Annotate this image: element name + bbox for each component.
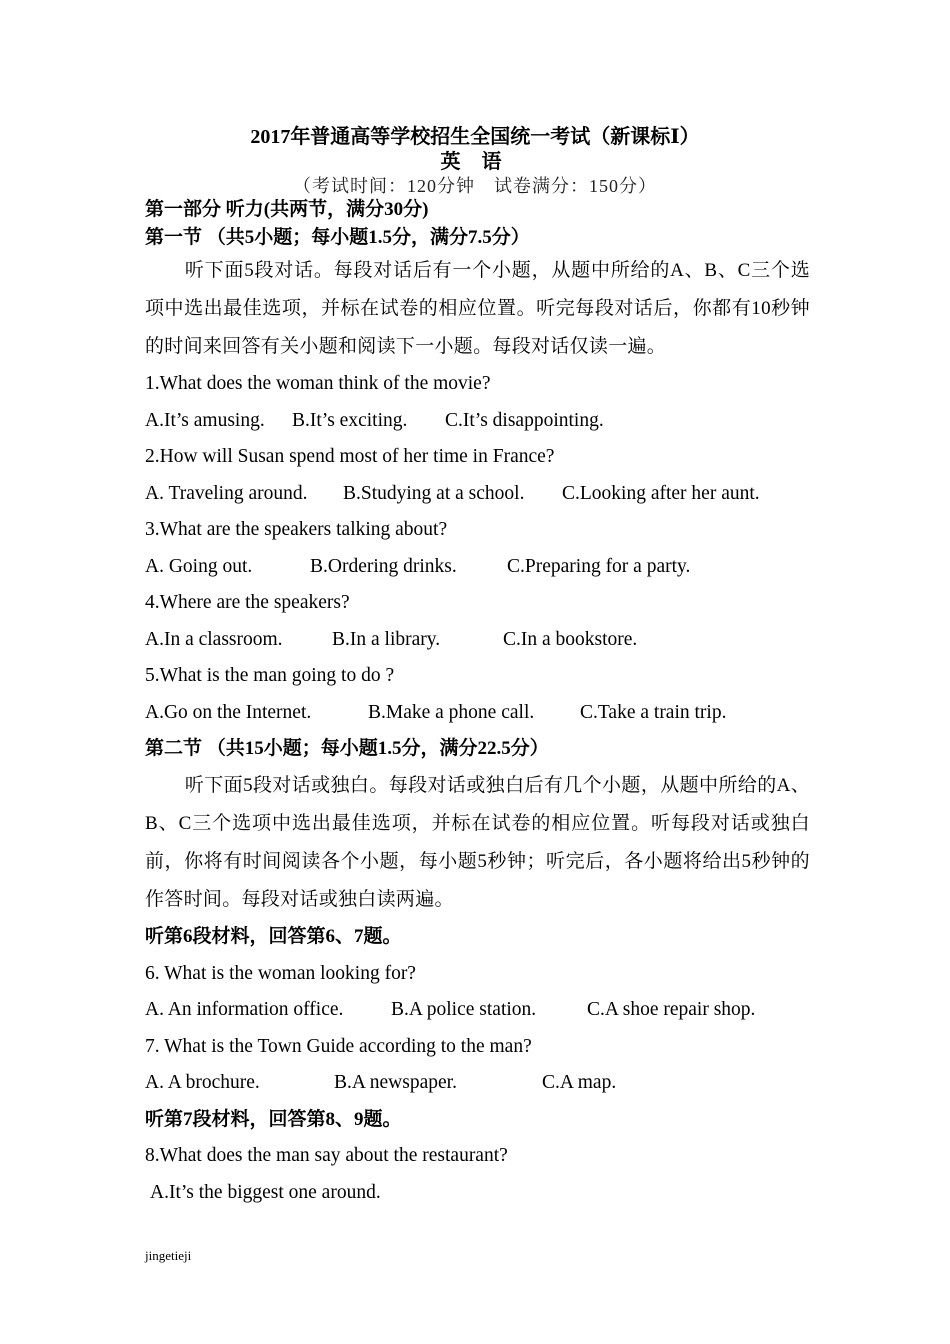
- page-footer: jingetieji: [145, 1248, 192, 1263]
- option-b: B.Make a phone call.: [368, 701, 535, 723]
- question-2: 2.How will Susan spend most of her time in France?: [145, 446, 555, 467]
- exam-title: 2017年普通高等学校招生全国统一考试（新课标Ⅰ）: [250, 126, 700, 148]
- question-5: 5.What is the man going to do ?: [145, 665, 395, 686]
- question-8: 8.What does the man say about the restaurant?: [145, 1145, 508, 1166]
- option-a: A. An information office.: [145, 999, 344, 1020]
- question-6: 6. What is the woman looking for?: [145, 962, 416, 984]
- question-1-options: [145, 403, 810, 440]
- option-c: C.In a bookstore.: [503, 628, 638, 650]
- option-a: A.Go on the Internet.: [145, 701, 312, 723]
- question-7-options: [145, 1065, 810, 1102]
- question-6-options: [145, 992, 810, 1029]
- question-3-options: [145, 549, 810, 586]
- question-4: 4.Where are the speakers?: [145, 592, 350, 613]
- question-8-options: [145, 1175, 810, 1212]
- option-a: A.It’s amusing.: [145, 409, 265, 431]
- option-c: C.Looking after her aunt.: [562, 482, 760, 504]
- option-b: B.In a library.: [332, 628, 441, 650]
- option-a: A.It’s the biggest one around.: [150, 1181, 381, 1203]
- question-2-options: [145, 476, 810, 513]
- question-7: 7. What is the Town Guide according to the man?: [145, 1035, 532, 1057]
- exam-subject: 英 语: [440, 151, 510, 173]
- section2-heading: 第二节 （共15小题；每小题1.5分，满分22.5分）: [145, 738, 549, 759]
- question-4-options: [145, 622, 810, 659]
- exam-info: （考试时间：120分钟 试卷满分：150分）: [293, 176, 657, 196]
- option-a: A. Traveling around.: [145, 482, 308, 504]
- option-a: A. Going out.: [145, 555, 253, 577]
- question-5-options: [145, 695, 810, 732]
- section2-instructions: 听下面5段对话或独白。每段对话或独白后有几个小题，从题中所给的A、B、C三个选项中选出最佳选项，并标在试卷的相应位置。听每段对话或独白前，你将有时间阅读各个小题，每小题5秒钟；听完后，各小题将给出5秒钟的作答时间。每段对话或独白读两遍。: [145, 775, 810, 910]
- option-a: A.In a classroom.: [145, 628, 283, 650]
- option-c: C.Preparing for a party.: [507, 555, 691, 577]
- option-b: B.A newspaper.: [334, 1072, 457, 1093]
- question-3: 3.What are the speakers talking about?: [145, 519, 448, 540]
- option-b: B.It’s exciting.: [292, 409, 408, 431]
- material-6-heading: 听第6段材料，回答第6、7题。: [145, 926, 402, 947]
- question-1: 1.What does the woman think of the movie?: [145, 373, 491, 394]
- option-c: C.It’s disappointing.: [445, 409, 604, 431]
- material-7-heading: 听第7段材料，回答第8、9题。: [145, 1108, 402, 1130]
- option-b: B.Studying at a school.: [343, 482, 525, 504]
- option-c: C.Take a train trip.: [580, 701, 727, 723]
- option-b: B.Ordering drinks.: [310, 555, 457, 577]
- section1-instructions: 听下面5段对话。每段对话后有一个小题，从题中所给的A、B、C三个选项中选出最佳选项，并标在试卷的相应位置。听完每段对话后，你都有10秒钟的时间来回答有关小题和阅读下一小题。每段对话仅读一遍。: [145, 260, 810, 357]
- option-c: C.A shoe repair shop.: [587, 999, 756, 1020]
- part1-heading: 第一部分 听力(共两节，满分30分): [145, 199, 429, 220]
- section1-heading: 第一节 （共5小题；每小题1.5分，满分7.5分）: [145, 227, 530, 248]
- document-body: [145, 196, 810, 1211]
- option-b: B.A police station.: [391, 999, 537, 1020]
- option-a: A. A brochure.: [145, 1072, 260, 1093]
- option-c: C.A map.: [542, 1072, 617, 1093]
